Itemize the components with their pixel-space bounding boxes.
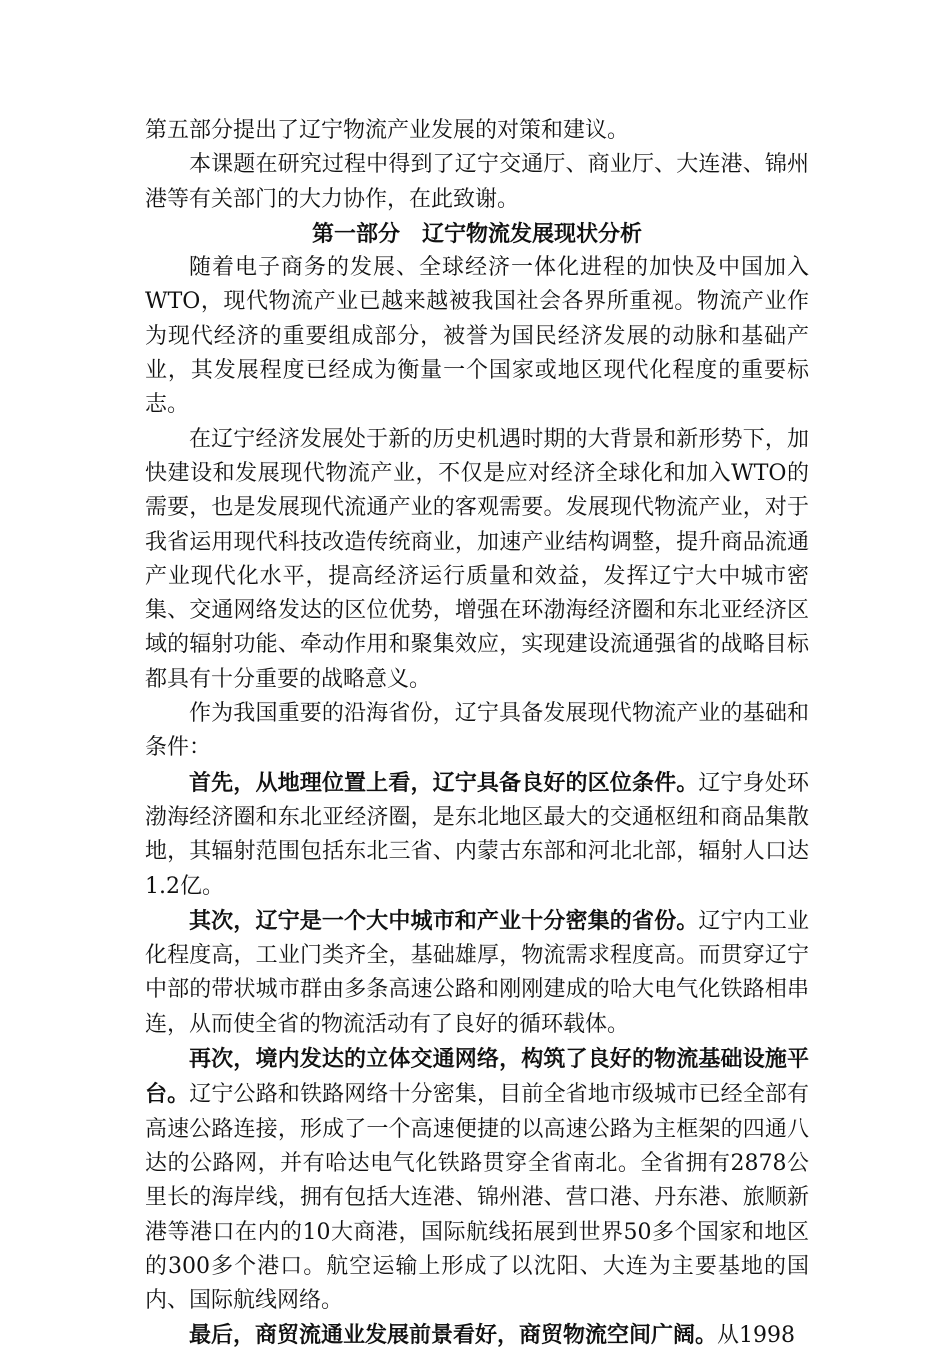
paragraph-body-text: 辽宁内工业化程度高，工业门类齐全，基础雄厚，物流需求程度高。而贯穿辽宁中部的带状城市群由多条高速公路和刚刚建成的哈大电气化铁路相串连，从而使全省的物流活动有了良好的循环载体。 xyxy=(145,908,809,1037)
paragraph-last-commerce xyxy=(145,1318,809,1353)
paragraph-lead-bold: 最后，商贸流通业发展前景看好，商贸物流空间广阔。 xyxy=(189,1322,718,1349)
paragraph-body-text: 辽宁公路和铁路网络十分密集，目前全省地市级城市已经全部有高速公路连接，形成了一个高速便捷的以高速公路为主框架的四通八达的公路网，并有哈达电气化铁路贯穿全省南北。全省拥有2878公里长的海岸线，拥有包括大连港、锦州港、营口港、丹东港、旅顺新港等港口在内的10大商港，国际航线拓展到世界50多个国家和地区的300多个港口。航空运输上形成了以沈阳、大连为主要基地的国内、国际航线网络。 xyxy=(145,1082,809,1314)
paragraph-lead-bold: 首先，从地理位置上看，辽宁具备良好的区位条件。 xyxy=(189,769,699,796)
paragraph-development-significance: 在辽宁经济发展处于新的历史机遇时期的大背景和新形势下，加快建设和发展现代物流产业，不仅是应对经济全球化和加入WTO的需要，也是发展现代流通产业的客观需要。发展现代物流产业，对于我省运用现代科技改造传统商业，加速产业结构调整，提升商品流通产业现代化水平，提高经济运行质量和效益，发挥辽宁大中城市密集、交通网络发达的区位优势，增强在环渤海经济圈和东北亚经济区域的辐射功能、牵动作用和聚集效应，实现建设流通强省的战略目标都具有十分重要的战略意义。 xyxy=(145,426,809,692)
paragraph-body-text: 从1998 xyxy=(717,1323,796,1349)
paragraph-lead-bold: 其次，辽宁是一个大中城市和产业十分密集的省份。 xyxy=(189,907,699,934)
paragraph-lead-bold: 再次，境内发达的立体交通网络，构筑了良好的物流基础设施平台。 xyxy=(145,1046,809,1108)
paragraph-logistics-importance: 随着电子商务的发展、全球经济一体化进程的加快及中国加入WTO，现代物流产业已越来越被我国社会各界所重视。物流产业作为现代经济的重要组成部分，被誉为国民经济发展的动脉和基础产业，其发展程度已经成为衡量一个国家或地区现代化程度的重要标志。 xyxy=(145,255,809,418)
paragraph-second-cities xyxy=(145,904,809,1042)
paragraph-part-five-summary: 第五部分提出了辽宁物流产业发展的对策和建议。 xyxy=(145,118,630,143)
paragraph-third-transport xyxy=(145,1042,809,1318)
paragraph-body-text: 辽宁身处环渤海经济圈和东北亚经济圈，是东北地区最大的交通枢纽和商品集散地，其辐射范围包括东北三省、内蒙古东部和河北北部，辐射人口达1.2亿。 xyxy=(145,770,809,899)
paragraph-basic-conditions: 作为我国重要的沿海省份，辽宁具备发展现代物流产业的基础和条件： xyxy=(145,701,809,761)
section-heading: 第一部分 辽宁物流发展现状分析 xyxy=(311,220,642,247)
paragraph-acknowledgement: 本课题在研究过程中得到了辽宁交通厅、商业厅、大连港、锦州港等有关部门的大力协作，在此致谢。 xyxy=(145,152,809,212)
document-body xyxy=(145,114,809,1354)
paragraph-first-geography xyxy=(145,766,809,904)
